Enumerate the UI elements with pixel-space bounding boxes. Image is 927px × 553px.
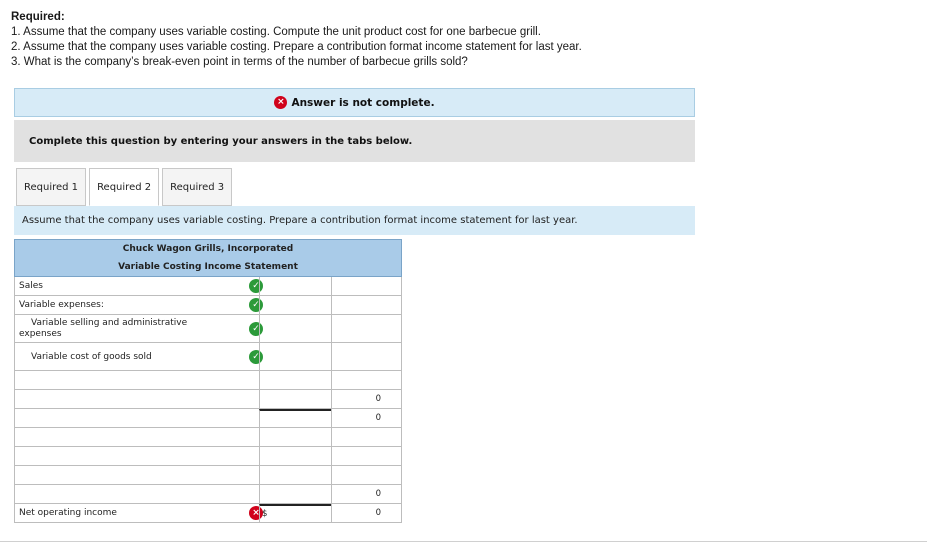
table-row <box>14 428 402 447</box>
amount-input-b[interactable] <box>331 296 402 314</box>
amount-input-a[interactable] <box>259 343 331 370</box>
amount-input-a[interactable] <box>259 409 331 427</box>
table-row <box>14 485 402 504</box>
amount-input-b[interactable] <box>331 315 402 342</box>
required-title: Required: <box>11 11 65 23</box>
check-icon: ✓ <box>249 279 263 293</box>
row-label-input[interactable] <box>14 390 259 408</box>
row-label-input[interactable] <box>14 296 259 314</box>
incorrect-icon: × <box>249 506 263 520</box>
divider <box>0 541 927 542</box>
check-icon: ✓ <box>249 298 263 312</box>
row-label <box>19 318 187 340</box>
row-label: Variable expenses: <box>19 300 104 310</box>
table-row <box>14 504 402 523</box>
amount-input-b[interactable] <box>331 343 402 370</box>
required-item-1: 1. Assume that the company uses variable costing. Compute the unit product cost for one barbecue grill. <box>11 26 541 38</box>
amount-input-b[interactable]: 0 <box>331 409 402 427</box>
amount-input-a[interactable] <box>259 466 331 484</box>
amount-input-a[interactable] <box>259 315 331 342</box>
row-label-line-1: Variable selling and administrative <box>31 317 188 328</box>
tab-required-1[interactable]: Required 1 <box>16 168 86 206</box>
row-label-input[interactable] <box>14 447 259 465</box>
company-name: Chuck Wagon Grills, Incorporated <box>122 244 294 254</box>
row-label-input[interactable] <box>14 485 259 503</box>
table-row <box>14 277 402 296</box>
amount-input-a[interactable] <box>259 428 331 446</box>
row-label-input[interactable] <box>14 504 259 522</box>
amount-input-a[interactable] <box>259 371 331 389</box>
amount-input-b[interactable] <box>331 277 402 295</box>
table-row <box>14 343 402 371</box>
row-label: Variable cost of goods sold <box>31 351 152 362</box>
amount-input-b[interactable]: 0 <box>331 390 402 408</box>
income-statement-grid <box>14 277 402 523</box>
row-label-input[interactable] <box>14 343 259 370</box>
incorrect-icon: × <box>274 96 287 109</box>
instructions-panel <box>14 120 695 162</box>
statement-title: Variable Costing Income Statement <box>118 262 298 272</box>
amount-input-b[interactable] <box>331 371 402 389</box>
amount-input-a[interactable] <box>259 296 331 314</box>
answer-status-text: Answer is not complete. <box>291 96 435 109</box>
amount-input-a[interactable] <box>259 447 331 465</box>
amount-input-a[interactable] <box>259 390 331 408</box>
row-label-input[interactable] <box>14 371 259 389</box>
row-label-input[interactable] <box>14 315 259 342</box>
row-label: Net operating income <box>19 508 117 518</box>
row-label-input[interactable] <box>14 466 259 484</box>
amount-input-b[interactable] <box>331 447 402 465</box>
table-row <box>14 466 402 485</box>
tab-instruction <box>14 206 695 235</box>
row-label-input[interactable] <box>14 277 259 295</box>
statement-header <box>14 239 402 277</box>
amount-input-a[interactable] <box>259 485 331 503</box>
answer-status-banner <box>14 88 695 117</box>
row-label-input[interactable] <box>14 409 259 427</box>
tab-required-2[interactable]: Required 2 <box>89 168 159 206</box>
table-row <box>14 371 402 390</box>
instructions-text: Complete this question by entering your answers in the tabs below. <box>29 135 413 147</box>
amount-input-a[interactable] <box>259 277 331 295</box>
check-icon: ✓ <box>249 350 263 364</box>
row-label: Sales <box>19 281 43 291</box>
check-icon: ✓ <box>249 322 263 336</box>
table-row <box>14 409 402 428</box>
row-label-input[interactable] <box>14 428 259 446</box>
amount-input-a[interactable] <box>259 504 331 522</box>
currency-symbol: $ <box>262 509 268 519</box>
tab-instruction-text: Assume that the company uses variable costing. Prepare a contribution format income statement for last year. <box>22 215 578 226</box>
amount-input-b[interactable]: 0 <box>331 485 402 503</box>
required-section <box>11 10 911 70</box>
amount-input-b[interactable] <box>331 466 402 484</box>
tab-required-3[interactable]: Required 3 <box>162 168 232 206</box>
tab-bar <box>16 168 235 206</box>
table-row <box>14 447 402 466</box>
table-row <box>14 315 402 343</box>
table-row <box>14 296 402 315</box>
amount-input-b[interactable]: 0 <box>331 504 402 522</box>
amount-input-b[interactable] <box>331 428 402 446</box>
table-row <box>14 390 402 409</box>
required-item-2: 2. Assume that the company uses variable costing. Prepare a contribution format income statement for last year. <box>11 41 582 53</box>
required-item-3: 3. What is the company’s break-even point in terms of the number of barbecue grills sold? <box>11 56 468 68</box>
row-label-line-2: expenses <box>19 328 62 339</box>
